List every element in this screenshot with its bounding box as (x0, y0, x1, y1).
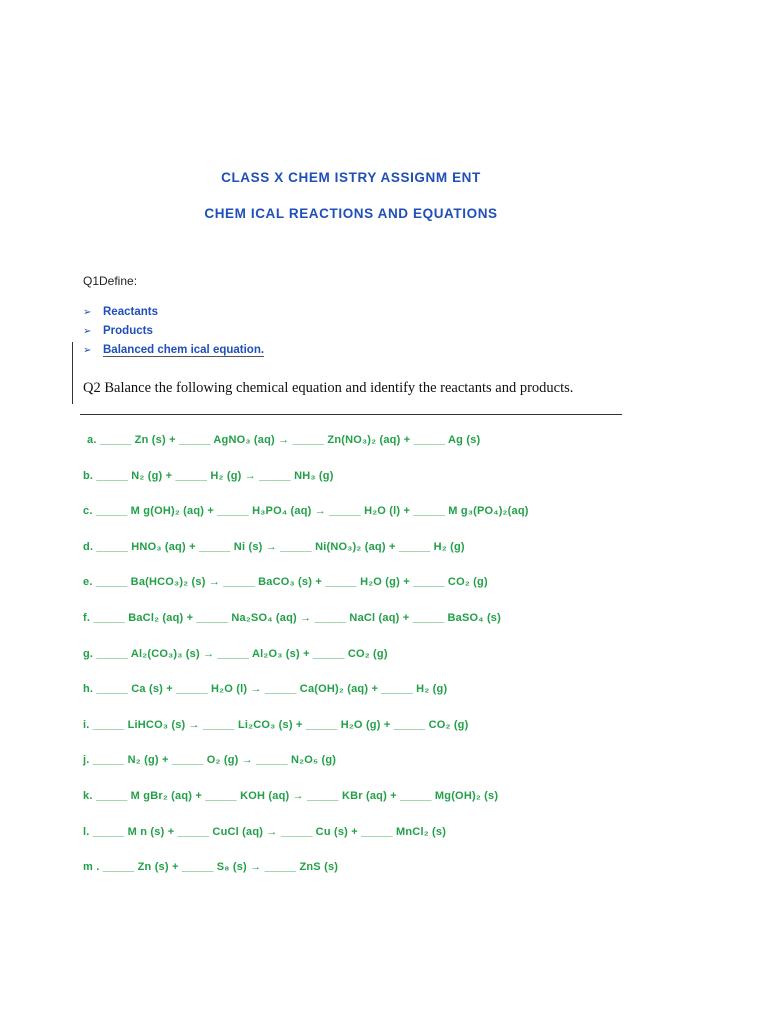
equation-item-g: g. _____ Al₂(CO₃)₃ (s) → _____ Al₂O₃ (s) + _____ CO₂ (g) (83, 647, 388, 660)
equation-item-d: d. _____ HNO₃ (aq) + _____ Ni (s) → _____ Ni(NO₃)₂ (aq) + _____ H₂ (g) (83, 540, 465, 553)
question-2-prompt: Q2 Balance the following chemical equation and identify the reactants and products. (83, 380, 574, 396)
equation-item-c: c. _____ M g(OH)₂ (aq) + _____ H₃PO₄ (aq) → _____ H₂O (l) + _____ M g₃(PO₄)₂(aq) (83, 505, 529, 518)
equation-item-k: k. _____ M gBr₂ (aq) + _____ KOH (aq) → _____ KBr (aq) + _____ Mg(OH)₂ (s) (83, 789, 499, 802)
equation-item-m: m . _____ Zn (s) + _____ S₈ (s) → _____ ZnS (s) (83, 861, 339, 874)
definition-label: Reactants (103, 306, 158, 318)
equation-item-e: e. _____ Ba(HCO₃)₂ (s) → _____ BaCO₃ (s) + _____ H₂O (g) + _____ CO₂ (g) (83, 576, 488, 589)
definition-label: Balanced chem ical equation. (103, 344, 265, 356)
definition-item-products (83, 322, 264, 341)
question-1-prompt: Q1Define: (83, 274, 138, 288)
section-divider (80, 414, 622, 415)
equation-item-h: h. _____ Ca (s) + _____ H₂O (l) → _____ Ca(OH)₂ (aq) + _____ H₂ (g) (83, 683, 448, 696)
arrow-bullet-icon: ➢ (83, 326, 92, 337)
assignment-title: CLASS X CHEM ISTRY ASSIGNM ENT (221, 170, 481, 185)
equation-item-j: j. _____ N₂ (g) + _____ O₂ (g) → _____ N₂O₅ (g) (83, 754, 337, 767)
margin-marker-line (72, 342, 73, 404)
arrow-bullet-icon: ➢ (83, 307, 92, 318)
definition-item-reactants (83, 303, 264, 322)
equation-item-b: b. _____ N₂ (g) + _____ H₂ (g) → _____ NH₃ (g) (83, 469, 334, 482)
definition-label: Products (103, 325, 153, 337)
definition-item-balanced-equation (83, 341, 264, 360)
arrow-bullet-icon: ➢ (83, 345, 92, 356)
equation-item-a: a. _____ Zn (s) + _____ AgNO₃ (aq) → _____ Zn(NO₃)₂ (aq) + _____ Ag (s) (87, 434, 481, 446)
equation-item-i: i. _____ LiHCO₃ (s) → _____ Li₂CO₃ (s) + _____ H₂O (g) + _____ CO₂ (g) (83, 718, 469, 731)
equation-item-l: l. _____ M n (s) + _____ CuCl (aq) → _____ Cu (s) + _____ MnCl₂ (s) (83, 825, 447, 838)
chapter-title: CHEM ICAL REACTIONS AND EQUATIONS (204, 206, 498, 221)
equation-list (83, 432, 529, 895)
definition-list (83, 303, 264, 360)
equation-item-f: f. _____ BaCl₂ (aq) + _____ Na₂SO₄ (aq) → _____ NaCl (aq) + _____ BaSO₄ (s) (83, 611, 501, 624)
